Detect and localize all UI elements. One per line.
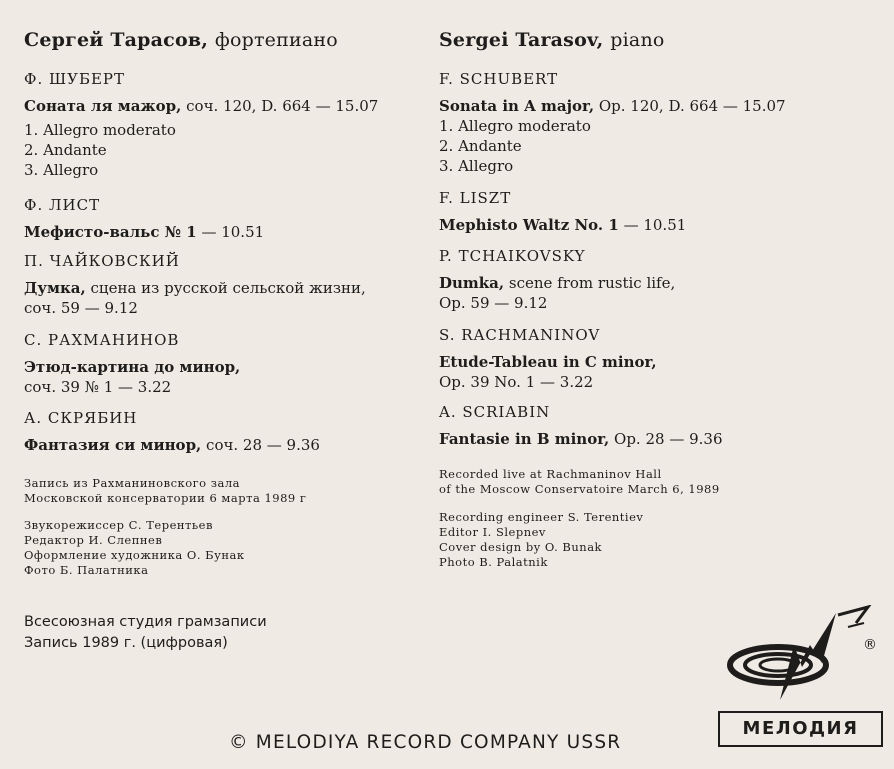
work-title-ru: Думка, сцена из русской сельской жизни, соч. 59 — 9.12 bbox=[24, 279, 366, 317]
instrument-ru: фортепиано bbox=[214, 29, 338, 51]
performer-name-en: Sergei Tarasov, bbox=[439, 29, 604, 51]
work-title-ru: Мефисто-вальс № 1 — 10.51 bbox=[24, 223, 265, 241]
work-title-en: Fantasie in B minor, Op. 28 — 9.36 bbox=[439, 430, 723, 448]
section-liszt-en bbox=[439, 189, 686, 239]
section-scriabin-en bbox=[439, 403, 723, 453]
registered-mark: ® bbox=[863, 637, 877, 653]
studio-info bbox=[24, 612, 267, 654]
section-rachmaninov-en bbox=[439, 326, 657, 396]
performer-name-ru: Сергей Тарасов, bbox=[24, 29, 209, 51]
composer-en: P. TCHAIKOVSKY bbox=[439, 247, 586, 265]
movement-en: 1. Allegro moderato bbox=[439, 117, 591, 135]
composer-en: S. RACHMANINOV bbox=[439, 326, 601, 344]
work-title-en: Etude-Tableau in C minor, Op. 39 No. 1 — 3.22 bbox=[439, 353, 657, 391]
movement-en: 3. Allegro bbox=[439, 157, 514, 175]
movement-ru: 2. Andante bbox=[24, 141, 107, 159]
recording-info-en: Recorded live at Rachmaninov Hall of the Moscow Conservatoire March 6, 1989 bbox=[439, 467, 720, 496]
composer-ru: Ф. ШУБЕРТ bbox=[24, 70, 126, 88]
section-tchaikovsky-en bbox=[439, 247, 675, 317]
studio-line: Всесоюзная студия грамзаписи bbox=[24, 614, 267, 630]
work-title-en: Sonata in A major, Op. 120, D. 664 — 15.07 bbox=[439, 97, 786, 115]
section-tchaikovsky-ru bbox=[24, 252, 366, 322]
credits-ru: Звукорежиссер С. Терентьев Редактор И. Слепнев Оформление художника О. Бунак Фото Б. Палатника bbox=[24, 518, 245, 577]
instrument-en: piano bbox=[610, 29, 665, 51]
work-title-ru: Этюд-картина до минор, соч. 39 № 1 — 3.22 bbox=[24, 358, 241, 396]
section-rachmaninov-ru bbox=[24, 331, 240, 401]
section-liszt-ru bbox=[24, 196, 264, 246]
work-title-ru: Соната ля мажор, соч. 120, D. 664 — 15.07 bbox=[24, 97, 379, 115]
studio-line: Запись 1989 г. (цифровая) bbox=[24, 635, 228, 651]
performer-title-en bbox=[439, 29, 665, 51]
credits-en: Recording engineer S. Terentiev Editor I. Slepnev Cover design by O. Bunak Photo B. Palatnik bbox=[439, 510, 644, 569]
recording-info-ru: Запись из Рахманиновского зала Московской консерватории 6 марта 1989 г bbox=[24, 476, 307, 505]
movement-ru: 1. Allegro moderato bbox=[24, 121, 176, 139]
movement-ru: 3. Allegro bbox=[24, 161, 99, 179]
melodiya-brand-label: МЕЛОДИЯ bbox=[718, 711, 883, 747]
work-title-en: Dumka, scene from rustic life, Op. 59 — 9.12 bbox=[439, 274, 676, 312]
work-title-en: Mephisto Waltz No. 1 — 10.51 bbox=[439, 216, 687, 234]
composer-ru: П. ЧАЙКОВСКИЙ bbox=[24, 252, 180, 270]
composer-ru: А. СКРЯБИН bbox=[24, 409, 138, 427]
copyright-line: © MELODIYA RECORD COMPANY USSR bbox=[229, 732, 622, 753]
composer-ru: С. РАХМАНИНОВ bbox=[24, 331, 180, 349]
composer-en: A. SCRIABIN bbox=[439, 403, 551, 421]
movement-en: 2. Andante bbox=[439, 137, 522, 155]
composer-en: F. LISZT bbox=[439, 189, 512, 207]
composer-en: F. SCHUBERT bbox=[439, 70, 559, 88]
section-scriabin-ru bbox=[24, 409, 320, 459]
section-schubert-en bbox=[439, 70, 786, 176]
composer-ru: Ф. ЛИСТ bbox=[24, 196, 101, 214]
work-title-ru: Фантазия си минор, соч. 28 — 9.36 bbox=[24, 436, 320, 454]
section-schubert-ru bbox=[24, 70, 378, 180]
performer-title-ru bbox=[24, 29, 338, 51]
